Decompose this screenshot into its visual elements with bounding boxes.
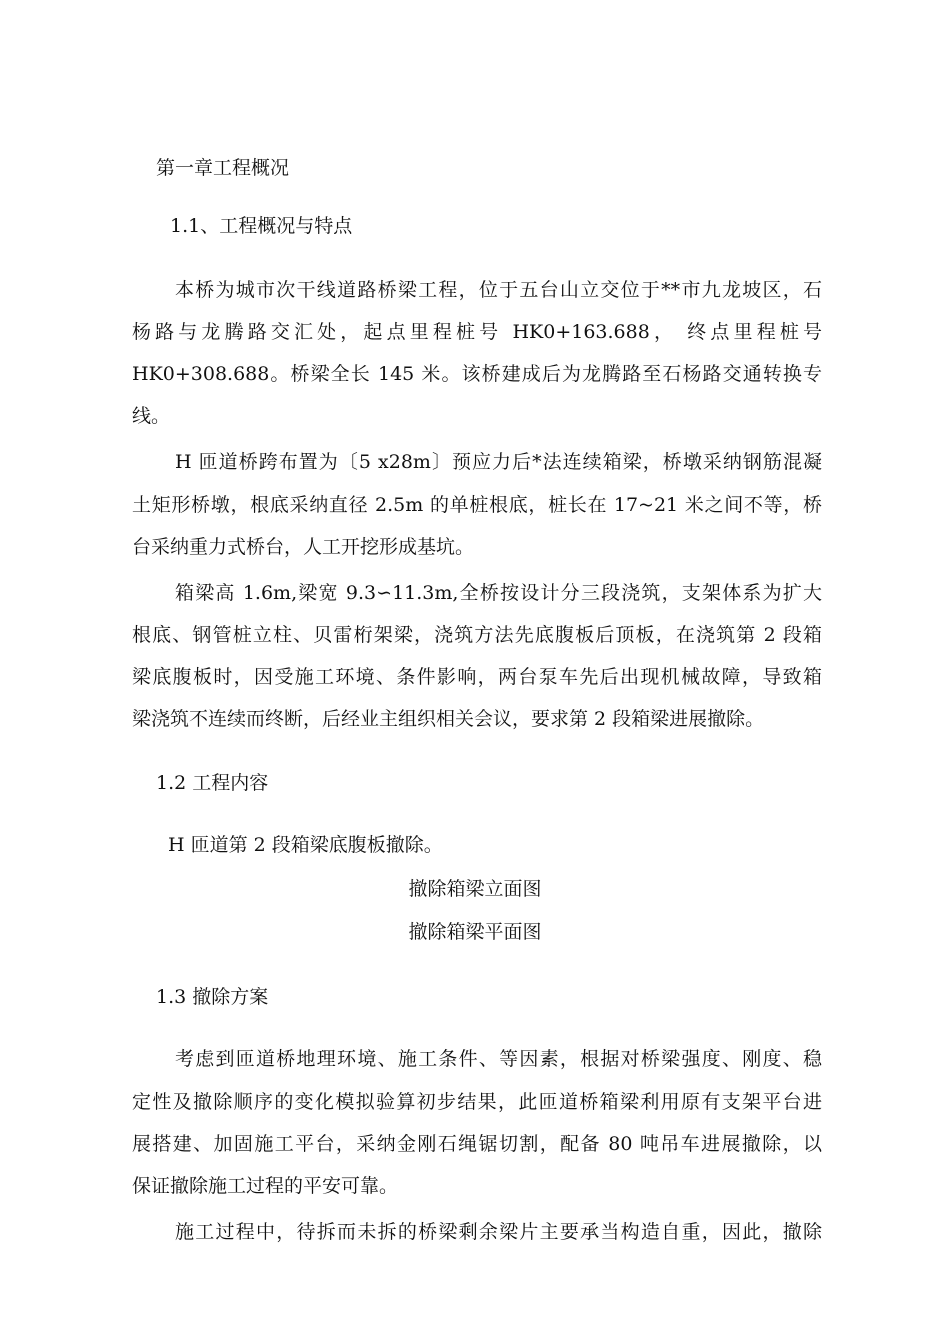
paragraph-line: 保证撤除施工过程的平安可靠。 — [132, 1175, 399, 1197]
paragraph-line: 杨路与龙腾路交汇处，起点里程桩号 HK0+163.688， 终点里程桩号 — [132, 321, 822, 343]
work-content: H 匝道第 2 段箱梁底腹板撤除。 — [168, 834, 443, 856]
paragraph-line: 定性及撤除顺序的变化模拟验算初步结果，此匝道桥箱梁利用原有支架平台进 — [132, 1091, 822, 1113]
paragraph-line: 根底、钢管桩立柱、贝雷桁架梁，浇筑方法先底腹板后顶板，在浇筑第 2 段箱 — [132, 624, 822, 646]
paragraph-line: 展搭建、加固施工平台，采纳金刚石绳锯切割，配备 80 吨吊车进展撤除，以 — [132, 1133, 822, 1155]
figure-caption: 撤除箱梁立面图 — [408, 878, 542, 900]
paragraph-line: H 匝道桥跨布置为〔5 x28m〕预应力后*法连续箱梁，桥墩采纳钢筋混凝 — [175, 451, 822, 473]
paragraph-line: HK0+308.688。桥梁全长 145 米。该桥建成后为龙腾路至石杨路交通转换专 — [132, 363, 822, 385]
section-heading-1-2: 1.2 工程内容 — [156, 772, 269, 794]
paragraph-line: 本桥为城市次干线道路桥梁工程，位于五台山立交位于**市九龙坡区，石 — [175, 279, 822, 301]
paragraph-line: 梁底腹板时，因受施工环境、条件影响，两台泵车先后出现机械故障，导致箱 — [132, 666, 822, 688]
paragraph-line: 土矩形桥墩，根底采纳直径 2.5m 的单桩根底，桩长在 17~21 米之间不等，桥 — [132, 494, 822, 516]
paragraph-line: 梁浇筑不连续而终断，后经业主组织相关会议，要求第 2 段箱梁进展撤除。 — [132, 708, 765, 730]
section-heading-1-1: 1.1、工程概况与特点 — [170, 215, 353, 237]
paragraph-line: 箱梁高 1.6m,梁宽 9.3∽11.3m,全桥按设计分三段浇筑，支架体系为扩大 — [175, 582, 822, 604]
paragraph-line: 施工过程中，待拆而未拆的桥梁剩余梁片主要承当构造自重，因此，撤除 — [175, 1221, 822, 1243]
figure-caption: 撤除箱梁平面图 — [408, 921, 542, 943]
chapter-title: 第一章工程概况 — [156, 157, 290, 179]
section-heading-1-3: 1.3 撤除方案 — [156, 986, 269, 1008]
paragraph-line: 台采纳重力式桥台，人工开挖形成基坑。 — [132, 536, 475, 558]
paragraph-line: 考虑到匝道桥地理环境、施工条件、等因素，根据对桥梁强度、刚度、稳 — [175, 1048, 822, 1070]
paragraph-line: 线。 — [132, 405, 171, 427]
